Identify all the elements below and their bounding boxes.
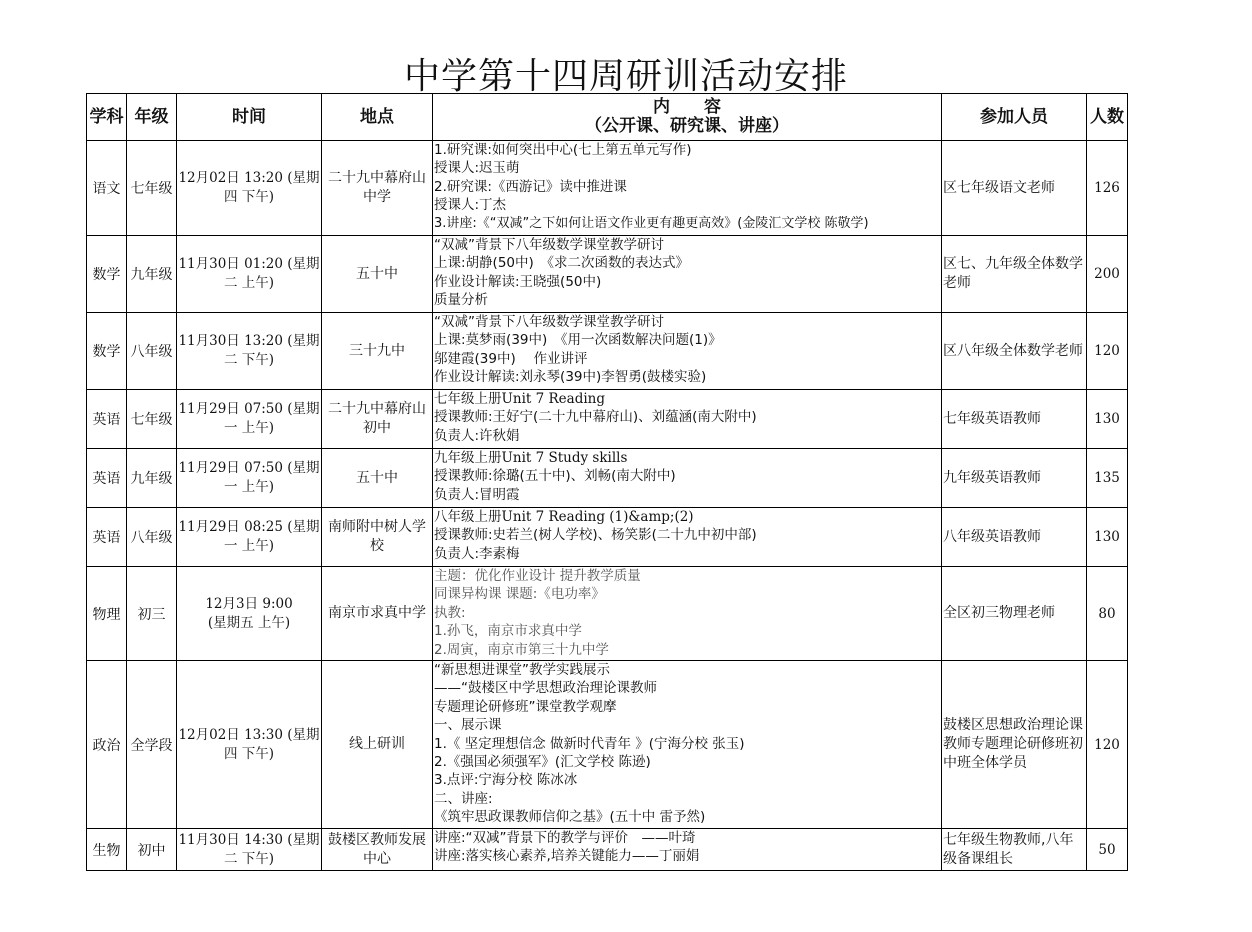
header-grade: 年级 [127, 94, 177, 141]
table-row [87, 313, 1128, 390]
cell-content [433, 661, 942, 829]
content-line: 2.周寅，南京市第三十九中学 [434, 641, 609, 658]
cell-time: 11月30日 01:20 (星期二 上午) [177, 236, 322, 313]
cell-place: 二十九中幕府山初中 [322, 390, 433, 449]
header-content-line1: 内 容 [653, 97, 721, 117]
content-line: 同课异构课 课题:《电功率》 [434, 586, 605, 603]
content-line: 3.讲座:《“双减”之下如何让语文作业更有趣更高效》(金陵汇文学校 陈敬学) [434, 215, 869, 231]
content-line: “新思想进课堂”教学实践展示 [434, 662, 610, 678]
content-line: 作业设计解读:王晓强(50中) [434, 273, 602, 290]
content-line: 七年级上册Unit 7 Reading [434, 391, 605, 407]
content-line: 1.《 坚定理想信念 做新时代青年 》(宁海分校 张玉) [434, 735, 745, 752]
header-time: 时间 [177, 94, 322, 141]
cell-participants: 区八年级全体数学老师 [942, 313, 1087, 390]
cell-count: 120 [1087, 661, 1128, 829]
content-line: 负责人:许秋娟 [434, 427, 520, 444]
cell-participants: 九年级英语教师 [942, 449, 1087, 508]
content-line: 邬建霞(39中) 作业讲评 [434, 350, 588, 367]
cell-grade: 七年级 [127, 390, 177, 449]
cell-subject: 英语 [87, 508, 127, 567]
cell-time: 11月30日 13:20 (星期二 下午) [177, 313, 322, 390]
table-row [87, 390, 1128, 449]
cell-time: 12月02日 13:20 (星期四 下午) [177, 141, 322, 236]
cell-time: 12月02日 13:30 (星期四 下午) [177, 661, 322, 829]
content-line: 《筑牢思政课教师信仰之基》(五十中 雷予然) [434, 809, 706, 826]
content-line: 3.点评:宁海分校 陈冰冰 [434, 772, 578, 789]
header-content [433, 94, 942, 141]
cell-place: 南京市求真中学 [322, 567, 433, 661]
content-line: 授课教师:徐璐(五十中)、刘畅(南大附中) [434, 468, 676, 485]
table-row [87, 829, 1128, 871]
cell-content [433, 313, 942, 390]
time-line: (星期五 上午) [207, 614, 291, 631]
header-subject: 学科 [87, 94, 127, 141]
content-line: 授课人:迟玉萌 [434, 160, 520, 177]
cell-grade: 七年级 [127, 141, 177, 236]
cell-content [433, 390, 942, 449]
cell-participants: 全区初三物理老师 [942, 567, 1087, 661]
content-line: 上课:莫梦雨(39中) 《用一次函数解决问题(1)》 [434, 332, 722, 349]
content-line: 作业设计解读:刘永琴(39中)李智勇(鼓楼实验) [434, 369, 707, 386]
cell-participants: 八年级英语教师 [942, 508, 1087, 567]
cell-subject: 英语 [87, 449, 127, 508]
table-row [87, 508, 1128, 567]
content-line: 讲座:落实核心素养,培养关键能力——丁丽娟 [434, 848, 700, 865]
cell-place: 二十九中幕府山中学 [322, 141, 433, 236]
cell-count: 80 [1087, 567, 1128, 661]
cell-time [177, 567, 322, 661]
cell-grade: 初三 [127, 567, 177, 661]
header-place: 地点 [322, 94, 433, 141]
cell-content [433, 141, 942, 236]
cell-subject: 物理 [87, 567, 127, 661]
cell-subject: 数学 [87, 313, 127, 390]
header-row [87, 94, 1128, 141]
cell-content [433, 829, 942, 871]
content-line: “双减”背景下八年级数学课堂教学研讨 [434, 237, 664, 253]
content-line: 1.孙飞，南京市求真中学 [434, 623, 582, 640]
content-line: 上课:胡静(50中) 《求二次函数的表达式》 [434, 255, 690, 272]
cell-place: 南师附中树人学校 [322, 508, 433, 567]
content-line: 1.研究课:如何突出中心(七上第五单元写作) [434, 142, 692, 158]
cell-place: 五十中 [322, 449, 433, 508]
cell-count: 200 [1087, 236, 1128, 313]
cell-place: 三十九中 [322, 313, 433, 390]
cell-place: 五十中 [322, 236, 433, 313]
content-line: 授课人:丁杰 [434, 197, 507, 214]
cell-count: 135 [1087, 449, 1128, 508]
content-line: ——“鼓楼区中学思想政治理论课教师 [434, 680, 657, 697]
cell-grade: 九年级 [127, 236, 177, 313]
table-row [87, 236, 1128, 313]
content-line: 专题理论研修班”课堂教学观摩 [434, 698, 617, 715]
cell-subject: 政治 [87, 661, 127, 829]
cell-subject: 语文 [87, 141, 127, 236]
cell-grade: 八年级 [127, 508, 177, 567]
table-row [87, 661, 1128, 829]
content-line: 2.研究课:《西游记》读中推进课 [434, 178, 627, 195]
header-count: 人数 [1087, 94, 1128, 141]
cell-participants: 区七年级语文老师 [942, 141, 1087, 236]
cell-content [433, 508, 942, 567]
header-participants: 参加人员 [942, 94, 1087, 141]
cell-grade: 初中 [127, 829, 177, 871]
cell-place: 线上研训 [322, 661, 433, 829]
cell-grade: 九年级 [127, 449, 177, 508]
table-row [87, 567, 1128, 661]
cell-content [433, 567, 942, 661]
cell-participants: 七年级英语教师 [942, 390, 1087, 449]
cell-count: 130 [1087, 508, 1128, 567]
content-line: 负责人:冒明霞 [434, 486, 520, 503]
content-line: 负责人:李素梅 [434, 545, 520, 562]
cell-time: 11月29日 07:50 (星期一 上午) [177, 449, 322, 508]
content-line: 讲座:“双减”背景下的教学与评价 ——叶琦 [434, 830, 696, 846]
content-line: 授课教师:王好宁(二十九中幕府山)、刘蕴涵(南大附中) [434, 409, 757, 426]
content-line: 一、展示课 [434, 717, 502, 734]
content-line: 授课教师:史若兰(树人学校)、杨笑影(二十九中初中部) [434, 527, 757, 544]
cell-count: 130 [1087, 390, 1128, 449]
content-line: 执教: [434, 604, 466, 621]
cell-place: 鼓楼区教师发展中心 [322, 829, 433, 871]
header-content-line2: （公开课、研究课、讲座） [585, 116, 789, 136]
cell-content [433, 236, 942, 313]
content-line: “双减”背景下八年级数学课堂教学研讨 [434, 314, 664, 330]
cell-grade: 八年级 [127, 313, 177, 390]
cell-grade: 全学段 [127, 661, 177, 829]
content-line: 质量分析 [434, 292, 488, 309]
cell-time: 11月30日 14:30 (星期二 下午) [177, 829, 322, 871]
content-line: 二、讲座: [434, 790, 493, 807]
schedule-table [86, 93, 1128, 871]
cell-content [433, 449, 942, 508]
content-line: 八年级上册Unit 7 Reading (1)&amp;(2) [434, 509, 694, 525]
cell-participants: 七年级生物教师,八年级备课组长 [942, 829, 1087, 871]
time-line: 12月3日 9:00 [205, 595, 293, 612]
cell-count: 126 [1087, 141, 1128, 236]
table-row [87, 141, 1128, 236]
cell-subject: 数学 [87, 236, 127, 313]
content-line: 2.《强国必须强军》(汇文学校 陈逊) [434, 754, 651, 771]
table-row [87, 449, 1128, 508]
cell-count: 120 [1087, 313, 1128, 390]
cell-time: 11月29日 08:25 (星期一 上午) [177, 508, 322, 567]
cell-participants: 区七、九年级全体数学老师 [942, 236, 1087, 313]
content-line: 主题：优化作业设计 提升教学质量 [434, 568, 641, 584]
cell-subject: 英语 [87, 390, 127, 449]
cell-time: 11月29日 07:50 (星期一 上午) [177, 390, 322, 449]
cell-count: 50 [1087, 829, 1128, 871]
content-line: 九年级上册Unit 7 Study skills [434, 450, 628, 466]
cell-subject: 生物 [87, 829, 127, 871]
page-title: 中学第十四周研训活动安排 [403, 56, 848, 97]
cell-participants: 鼓楼区思想政治理论课教师专题理论研修班初中班全体学员 [942, 661, 1087, 829]
